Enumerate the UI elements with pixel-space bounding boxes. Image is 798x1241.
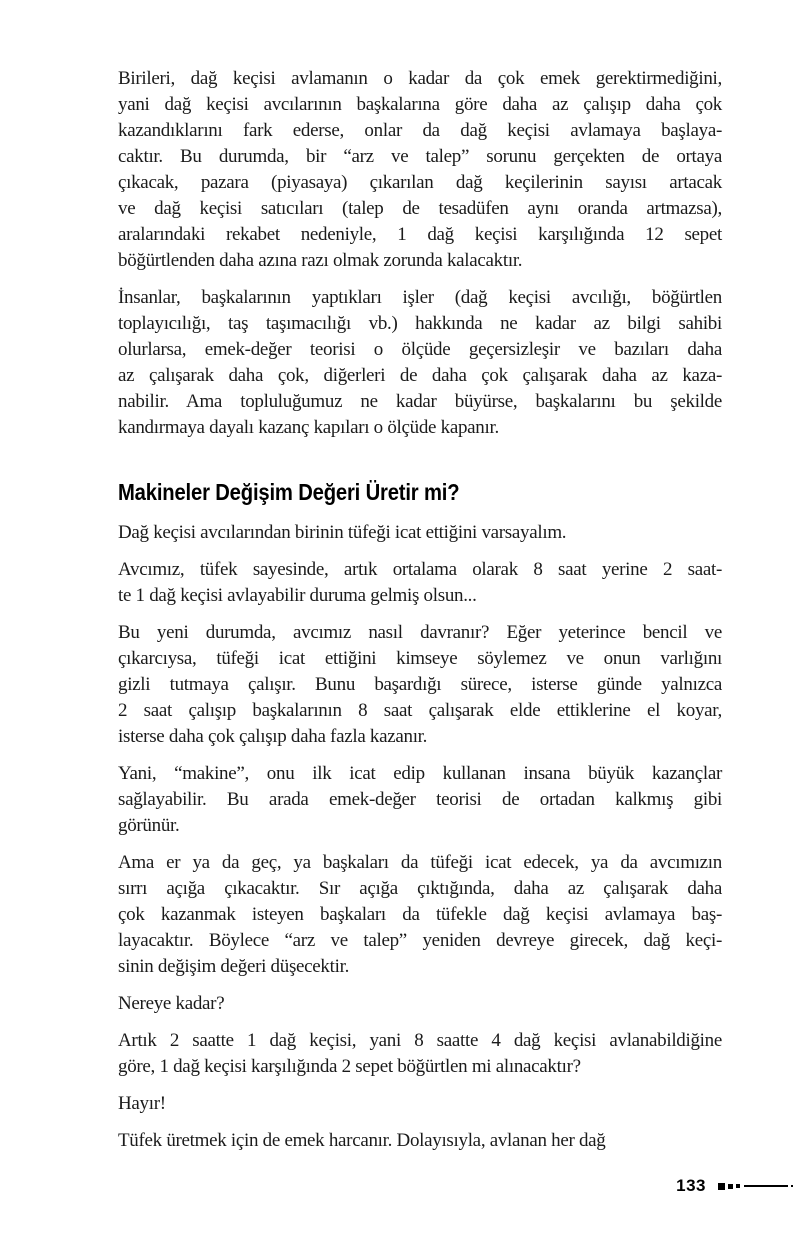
paragraph bbox=[118, 66, 722, 274]
text-line: aralarındaki rekabet nedeniyle, 1 dağ keçisi karşılığında 12 sepet bbox=[118, 224, 722, 245]
text-line: toplayıcılığı, taş taşımacılığı vb.) hakkında ne kadar az bilgi sahibi bbox=[118, 313, 722, 334]
text-line: Yani, “makine”, onu ilk icat edip kullanan insana büyük kazançlar bbox=[118, 763, 722, 784]
text-line: sırrı açığa çıkacaktır. Sır açığa çıktığında, daha az çalışarak daha bbox=[118, 878, 722, 899]
paragraph bbox=[118, 1028, 722, 1080]
text-line: Birileri, dağ keçisi avlamanın o kadar da çok emek gerektirmediğini, bbox=[118, 68, 722, 89]
paragraph bbox=[118, 1128, 722, 1154]
square-bullet-icon bbox=[718, 1183, 725, 1190]
text-line: ve dağ keçisi satıcıları (talep de tesadüfen aynı oranda artmazsa), bbox=[118, 198, 722, 219]
text-line: görünür. bbox=[118, 815, 180, 836]
text-line: 2 saat çalışıp başkalarının 8 saat çalışarak elde ettiklerine el koyar, bbox=[118, 700, 722, 721]
paragraph bbox=[118, 285, 722, 441]
paragraph bbox=[118, 520, 722, 546]
intro-paragraphs bbox=[118, 66, 722, 441]
text-line: kandırmaya dayalı kazanç kapıları o ölçüde kapanır. bbox=[118, 417, 499, 438]
page-number: 133 bbox=[676, 1176, 706, 1195]
square-bullet-icon bbox=[736, 1184, 740, 1188]
text-line: te 1 dağ keçisi avlayabilir duruma gelmiş olsun... bbox=[118, 585, 477, 606]
text-line: isterse daha çok çalışıp daha fazla kazanır. bbox=[118, 726, 428, 747]
paragraph bbox=[118, 991, 722, 1017]
text-line: gizli tutmaya çalışır. Bunu başardığı sürece, isterse günde yalnızca bbox=[118, 674, 722, 695]
text-line: yani dağ keçisi avcılarının başkalarına göre daha az çalışıp daha çok bbox=[118, 94, 722, 115]
text-line: caktır. Bu durumda, bir “arz ve talep” sorunu gerçekten de ortaya bbox=[118, 146, 722, 167]
square-bullet-icon bbox=[728, 1184, 733, 1189]
text-line: Dağ keçisi avcılarından birinin tüfeği icat ettiğini varsayalım. bbox=[118, 522, 567, 543]
text-line: çıkarcıysa, tüfeği icat ettiğini kimseye söylemez ve onun varlığını bbox=[118, 648, 722, 669]
text-line: Artık 2 saatte 1 dağ keçisi, yani 8 saatte 4 dağ keçisi avlanabildiğine bbox=[118, 1030, 722, 1051]
paragraph bbox=[118, 850, 722, 980]
text-line: az çalışarak daha çok, diğerleri de daha çok çalışarak daha az kaza- bbox=[118, 365, 722, 386]
text-line: sağlayabilir. Bu arada emek-değer teorisi de ortadan kalkmış gibi bbox=[118, 789, 722, 810]
text-line: çıkacak, pazara (piyasaya) çıkarılan dağ keçilerinin sayısı artacak bbox=[118, 172, 722, 193]
squares-rule-dot-icon bbox=[718, 1183, 793, 1190]
rule-line bbox=[744, 1185, 788, 1187]
paragraph bbox=[118, 557, 722, 609]
section-heading: Makineler Değişim Değeri Üretir mi? bbox=[118, 479, 460, 505]
text-line: Tüfek üretmek için de emek harcanır. Dolayısıyla, avlanan her dağ bbox=[118, 1130, 606, 1151]
text-line: göre, 1 dağ keçisi karşılığında 2 sepet böğürtlen mi alınacaktır? bbox=[118, 1056, 581, 1077]
text-line: Ama er ya da geç, ya başkaları da tüfeği icat edecek, ya da avcımızın bbox=[118, 852, 722, 873]
text-line: kazandıklarını fark ederse, onlar da dağ keçisi avlamaya başlaya- bbox=[118, 120, 722, 141]
text-line: Avcımız, tüfek sayesinde, artık ortalama olarak 8 saat yerine 2 saat- bbox=[118, 559, 722, 580]
text-line: böğürtlenden daha azına razı olmak zorunda kalacaktır. bbox=[118, 250, 523, 271]
end-dot-icon bbox=[791, 1185, 793, 1187]
text-line: sinin değişim değeri düşecektir. bbox=[118, 956, 350, 977]
paragraph bbox=[118, 1091, 722, 1117]
text-line: Nereye kadar? bbox=[118, 993, 225, 1014]
page-footer bbox=[676, 1176, 793, 1196]
text-line: İnsanlar, başkalarının yaptıkları işler (dağ keçisi avcılığı, böğürtlen bbox=[118, 287, 722, 308]
text-line: Bu yeni durumda, avcımız nasıl davranır? Eğer yeterince bencil ve bbox=[118, 622, 722, 643]
section-paragraphs bbox=[118, 520, 722, 1154]
text-column bbox=[118, 66, 722, 1165]
text-line: olurlarsa, emek-değer teorisi o ölçüde geçersizleşir ve bazıları daha bbox=[118, 339, 722, 360]
text-line: çok kazanmak isteyen başkaları da tüfekle dağ keçisi avlamaya baş- bbox=[118, 904, 722, 925]
text-line: Hayır! bbox=[118, 1093, 166, 1114]
paragraph bbox=[118, 761, 722, 839]
text-line: layacaktır. Böylece “arz ve talep” yeniden devreye girecek, dağ keçi- bbox=[118, 930, 722, 951]
text-line: nabilir. Ama topluluğumuz ne kadar büyürse, başkalarını bu şekilde bbox=[118, 391, 722, 412]
paragraph bbox=[118, 620, 722, 750]
